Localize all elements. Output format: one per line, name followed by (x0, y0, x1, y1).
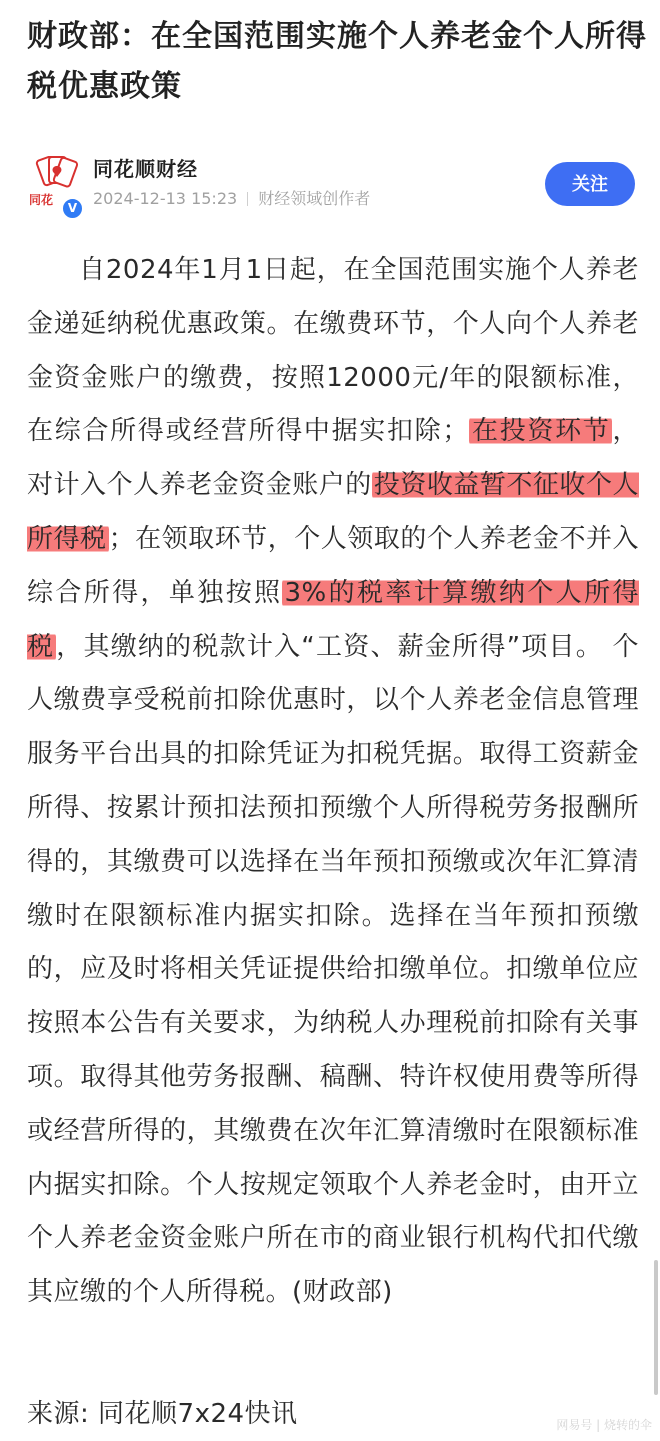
body-segment: ；在领取环节，个人领取的个人养老金不并入综合所得，单独按照 (27, 523, 639, 608)
article-source: 来源: 同花顺7x24快讯 (27, 1399, 298, 1429)
body-segment: ，其缴纳的税款计入“工资、薪金所得”项目。 个人缴费享受税前扣除优惠时，以个人养老金信息管理服务平台出具的扣除凭证为扣税凭据。取得工资薪金所得、按累计预扣法预扣预缴个人所得税劳务报酬所得的，其缴费可以选择在当年预扣预缴或次年汇算清缴时在限额标准内据实扣除。选择在当年预扣预缴的，应及时将相关凭证提供给扣缴单位。扣缴单位应按照本公告有关要求，为纳税人办理税前扣除有关事项。取得其他劳务报酬、稿酬、特许权使用费等所得或经营所得的，其缴费在次年汇算清缴时在限额标准内据实扣除。个人按规定领取个人养老金时，由开立个人养老金资金账户所在市的商业银行机构代扣代缴其应缴的个人所得税。(财政部) (27, 631, 639, 1308)
author-avatar[interactable] (27, 156, 83, 215)
highlighted-text: 3%的税率计算缴纳个人所得税 (27, 577, 639, 662)
meta-divider (247, 192, 248, 206)
publish-date: 2024-12-13 15:23 (93, 189, 238, 208)
body-segment: ，对计入个人养老金资金账户的 (27, 416, 639, 501)
svg-text:同花: 同花 (29, 193, 54, 207)
article-title: 财政部：在全国范围实施个人养老金个人所得税优惠政策 (27, 19, 647, 104)
watermark: 网易号 | 烧转的伞 (556, 1418, 652, 1432)
article-body (27, 244, 639, 1320)
article-meta (93, 188, 370, 210)
highlighted-text: 在投资环节 (470, 416, 611, 447)
scrollbar[interactable] (654, 1260, 658, 1395)
body-segment: 自2024年1月1日起，在全国范围实施个人养老金递延纳税优惠政策。在缴费环节，个人向个人养老金资金账户的缴费，按照12000元/年的限额标准，在综合所得或经营所得中据实扣除； (27, 255, 639, 447)
author-bar (27, 150, 637, 220)
follow-button[interactable]: 关注 (545, 162, 635, 206)
verified-badge-icon: V (62, 198, 83, 219)
highlighted-text: 投资收益暂不征收个人所得税 (27, 470, 639, 554)
author-name[interactable]: 同花顺财经 (93, 157, 198, 181)
author-role: 财经领域创作者 (258, 189, 371, 208)
